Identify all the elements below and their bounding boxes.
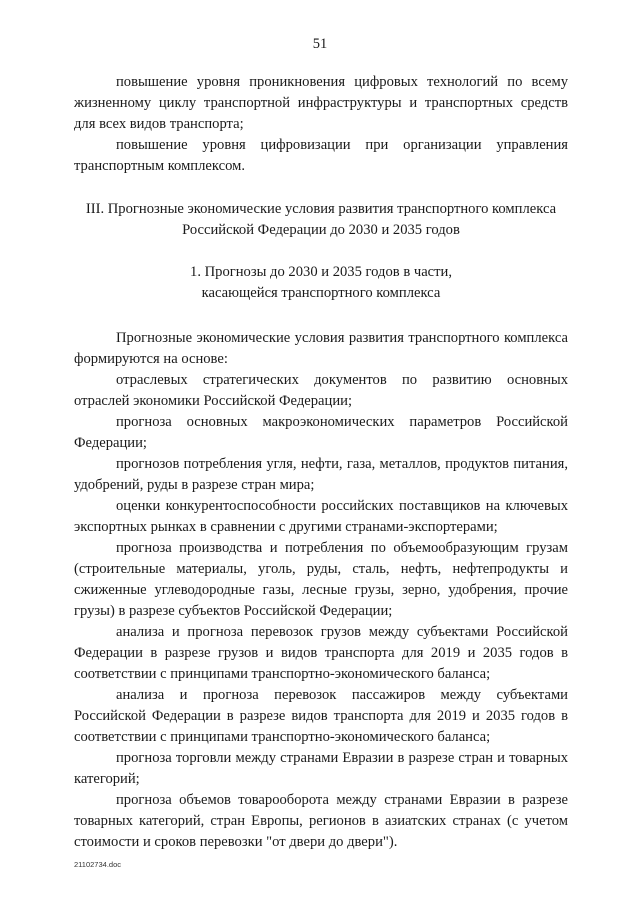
list-item-paragraph: анализа и прогноза перевозок пассажиров между субъектами Российской Федерации в разрезе видов транспорта для 2019 и 2035 годов в соответствии с принципами транспортно-экономического баланса; [74, 687, 568, 745]
list-item-paragraph: отраслевых стратегических документов по развитию основных отраслей экономики Российской Федерации; [74, 372, 568, 409]
list-item-paragraph: прогноза объемов товарооборота между странами Евразии в разрезе товарных категорий, стран Европы, регионов в азиатских странах (с учетом стоимости и сроков перевозки "от двери до двери"). [74, 792, 568, 850]
section-heading-line: Российской Федерации до 2030 и 2035 годов [182, 222, 460, 238]
body-paragraph: Прогнозные экономические условия развития транспортного комплекса формируются на основе: [74, 330, 568, 367]
intro-paragraph: повышение уровня цифровизации при организации управления транспортным комплексом. [74, 137, 568, 174]
list-item-paragraph: оценки конкурентоспособности российских поставщиков на ключевых экспортных рынках в сравнении с другими странами-экспортерами; [74, 498, 568, 535]
document-body [74, 72, 568, 853]
subsection-heading-line: касающейся транспортного комплекса [201, 285, 441, 301]
list-item-paragraph: прогноза производства и потребления по объемообразующим грузам (строительные материалы, уголь, руды, сталь, нефть, нефтепродукты и сжиженные углеводородные газы, лесные грузы, зерно, удобрения, прочие грузы) в разрезе субъектов Российской Федерации; [74, 540, 568, 619]
subsection-heading-line: 1. Прогнозы до 2030 и 2035 годов в части, [190, 264, 452, 280]
list-item-paragraph: прогноза торговли между странами Евразии в разрезе стран и товарных категорий; [74, 750, 568, 787]
list-item-paragraph: прогноза основных макроэкономических параметров Российской Федерации; [74, 414, 568, 451]
intro-paragraph: повышение уровня проникновения цифровых технологий по всему жизненному циклу транспортной инфраструктуры и транспортных средств для всех видов транспорта; [74, 74, 568, 132]
section-heading-line: III. Прогнозные экономические условия развития транспортного комплекса [85, 201, 557, 217]
list-item-paragraph: прогнозов потребления угля, нефти, газа, металлов, продуктов питания, удобрений, руды в разрезе стран мира; [74, 456, 568, 493]
page-number: 51 [312, 36, 328, 52]
document-code-footer: 21102734.doc [74, 860, 121, 869]
list-item-paragraph: анализа и прогноза перевозок грузов между субъектами Российской Федерации в разрезе грузов и видов транспорта для 2019 и 2035 годов в соответствии с принципами транспортно-экономического баланса; [74, 624, 568, 682]
